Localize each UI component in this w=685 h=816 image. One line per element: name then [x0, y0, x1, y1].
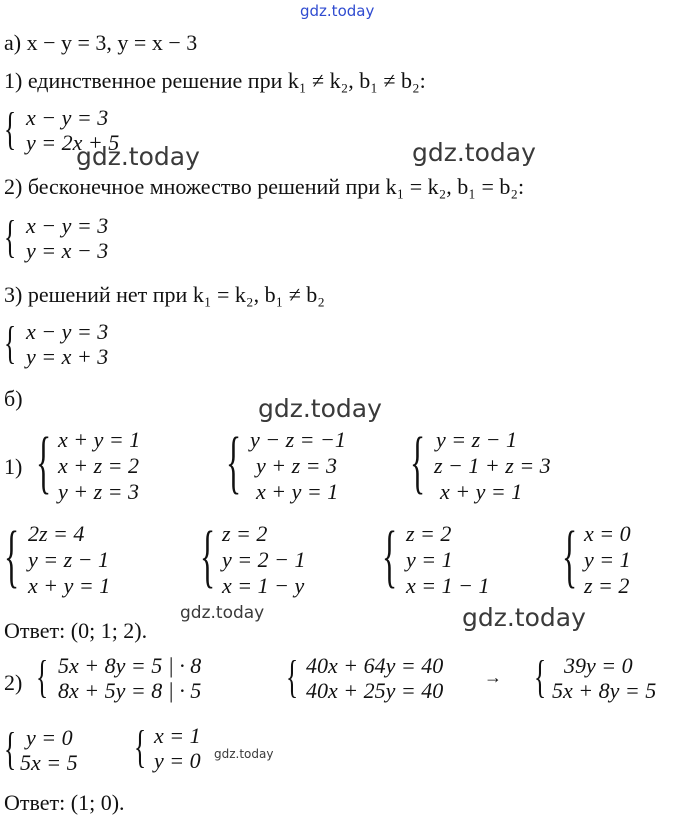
arrow-icon: → — [484, 667, 502, 687]
left-brace-icon: { — [226, 424, 242, 501]
task2-label: 2) — [4, 670, 23, 695]
left-brace-icon: { — [4, 518, 20, 595]
task1-system-1 — [36, 424, 196, 506]
equation: z = 2 — [406, 521, 452, 546]
left-brace-icon: { — [36, 651, 49, 702]
task1-system-7 — [562, 518, 672, 600]
equation: z = 2 — [222, 521, 268, 546]
left-brace-icon: { — [200, 518, 216, 595]
task1-system-6 — [382, 518, 522, 600]
equation: x = 1 − 1 — [406, 573, 490, 598]
left-brace-icon: { — [4, 723, 17, 774]
task1-answer: Ответ: (0; 1; 2). — [4, 618, 148, 643]
left-brace-icon: { — [286, 651, 299, 702]
watermark-mid-right: gdz.today — [412, 138, 536, 167]
left-brace-icon: { — [562, 518, 578, 595]
equation: y − z = −1 — [250, 427, 346, 452]
left-brace-icon: { — [4, 317, 17, 368]
watermark-bottom-tiny: gdz.today — [214, 747, 274, 761]
task2-system-4 — [4, 723, 114, 778]
watermark-section-b: gdz.today — [258, 394, 382, 423]
task1-system-4 — [4, 518, 164, 600]
left-brace-icon: { — [4, 211, 17, 262]
left-brace-icon: { — [134, 721, 147, 772]
task1-system-2 — [226, 424, 396, 506]
equation: x + y = 1 — [256, 479, 339, 504]
task2-system-1 — [36, 651, 266, 706]
case2-system — [4, 211, 204, 266]
equation: x = 0 — [584, 521, 631, 546]
equation: x + z = 2 — [58, 453, 140, 478]
equation: y = z − 1 — [28, 547, 110, 572]
task2-system-2 — [286, 651, 486, 706]
case3-eq2: y = x + 3 — [26, 344, 109, 369]
equation: z = 2 — [584, 573, 630, 598]
case2-eq1: x − y = 3 — [26, 213, 109, 238]
equation: 5x + 8y = 5 | · 8 — [58, 653, 202, 678]
equation: 5x = 5 — [20, 750, 78, 775]
task1-system-3 — [410, 424, 600, 506]
equation: y + z = 3 — [58, 479, 140, 504]
equation: 5x + 8y = 5 — [552, 678, 657, 703]
part-a-heading: а) x − y = 3, y = x − 3 — [4, 30, 198, 55]
equation: x = 1 − y — [222, 573, 305, 598]
equation: 40x + 64y = 40 — [306, 653, 444, 678]
watermark-answer-right: gdz.today — [462, 603, 586, 632]
equation: z − 1 + z = 3 — [434, 453, 551, 478]
left-brace-icon: { — [410, 424, 426, 501]
left-brace-icon: { — [534, 651, 547, 702]
watermark-answer-small: gdz.today — [180, 603, 265, 623]
case3-eq1: x − y = 3 — [26, 319, 109, 344]
case1-text: 1) единственное решение при k₁ ≠ k₂, b₁ ≠ b₂: — [4, 68, 426, 93]
equation: y = 2 − 1 — [222, 547, 306, 572]
case2-eq2: y = x − 3 — [26, 238, 109, 263]
equation: x + y = 1 — [28, 573, 111, 598]
equation: y + z = 3 — [256, 453, 338, 478]
case1-eq1: x − y = 3 — [26, 105, 109, 130]
task1-label: 1) — [4, 454, 23, 479]
equation: y = z − 1 — [436, 427, 518, 452]
task2-system-3 — [534, 651, 684, 706]
equation: 8x + 5y = 8 | · 5 — [58, 678, 202, 703]
task2-answer: Ответ: (1; 0). — [4, 790, 125, 815]
watermark-mid-left: gdz.today — [76, 142, 200, 171]
equation: 2z = 4 — [28, 521, 85, 546]
equation: x = 1 — [154, 723, 201, 748]
equation: y = 1 — [584, 547, 631, 572]
case1-eq2: y = 2x + 5 — [26, 130, 120, 155]
left-brace-icon: { — [382, 518, 398, 595]
case2-text: 2) бесконечное множество решений при k₁ = k₂, b₁ = b₂: — [4, 174, 525, 199]
equation: x + y = 1 — [440, 479, 523, 504]
watermark-top: gdz.today — [300, 2, 375, 20]
equation: 40x + 25y = 40 — [306, 678, 444, 703]
equation: y = 0 — [154, 748, 201, 773]
case3-text: 3) решений нет при k₁ = k₂, b₁ ≠ b₂ — [4, 282, 325, 307]
left-brace-icon: { — [4, 103, 17, 154]
task1-system-5 — [200, 518, 350, 600]
left-brace-icon: { — [36, 424, 52, 501]
equation: y = 1 — [406, 547, 453, 572]
case3-system — [4, 317, 204, 372]
equation: 39y = 0 — [564, 653, 633, 678]
equation: x + y = 1 — [58, 427, 141, 452]
equation: y = 0 — [26, 725, 73, 750]
part-b-heading: б) — [4, 386, 23, 411]
